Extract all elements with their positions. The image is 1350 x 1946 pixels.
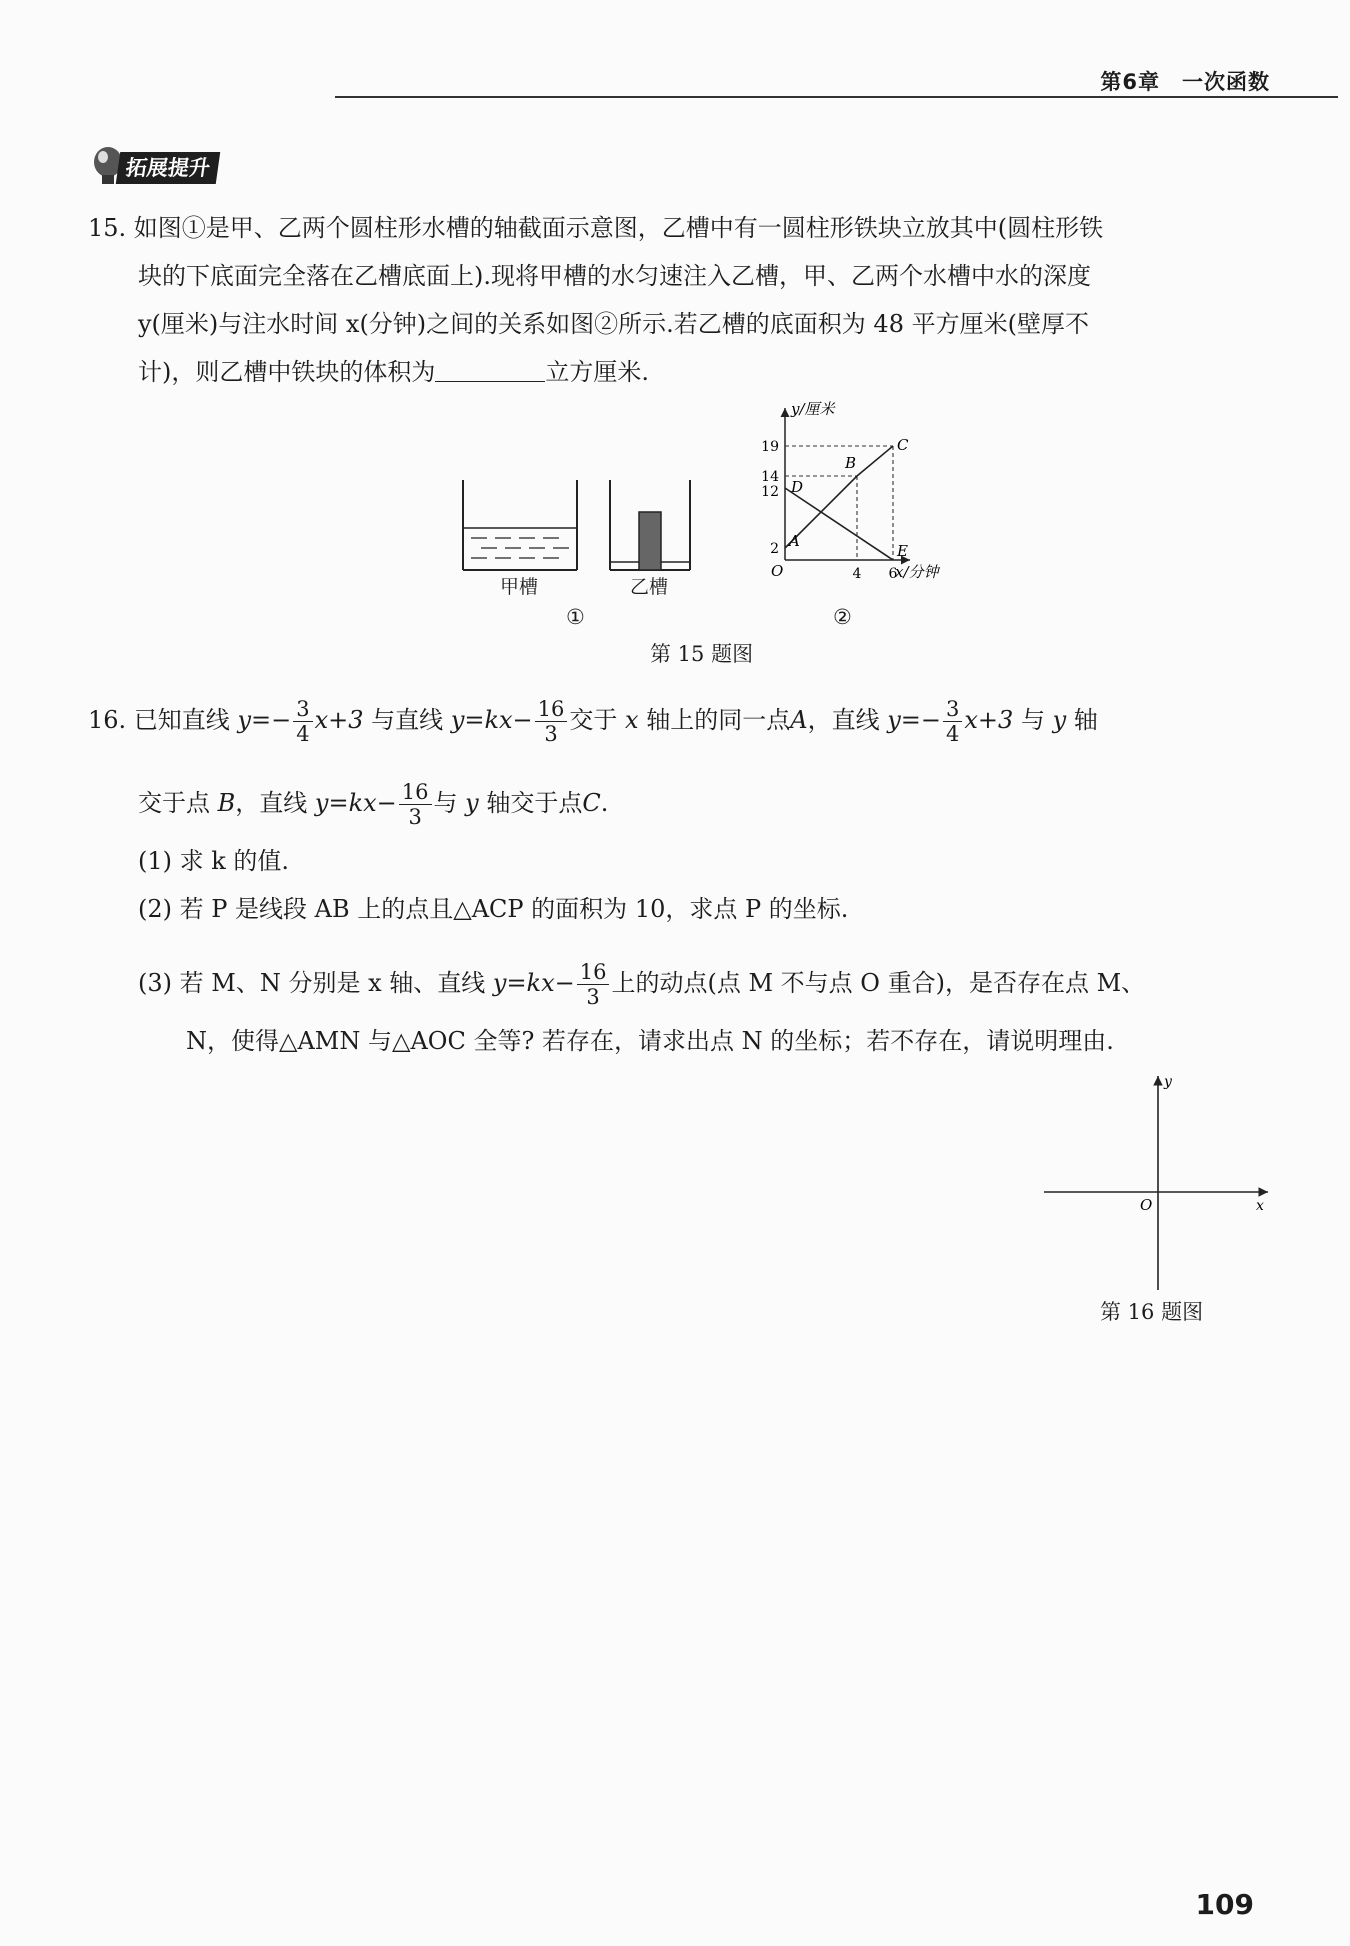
page-number: 109 bbox=[1195, 1888, 1254, 1921]
q15-caption: 第 15 题图 bbox=[650, 642, 754, 666]
q16-text: 交于点 bbox=[138, 789, 210, 817]
point-label-e: E bbox=[897, 542, 908, 560]
tank-jia-label: 甲槽 bbox=[500, 576, 539, 598]
tank-yi-label: 乙槽 bbox=[630, 576, 669, 598]
q16-text: 轴 bbox=[1073, 706, 1098, 734]
point-label-d: D bbox=[791, 478, 804, 496]
frac-num: 16 bbox=[577, 960, 610, 985]
frac-den: 4 bbox=[946, 722, 960, 746]
q15-line-3: y(厘米)与注水时间 x(分钟)之间的关系如图②所示.若乙槽的底面积为 48 平方厘米(壁厚不 bbox=[138, 310, 1089, 338]
q15-line-2: 块的下底面完全落在乙槽底面上).现将甲槽的水匀速注入乙槽，甲、乙两个水槽中水的深度 bbox=[138, 262, 1091, 290]
series-line-2 bbox=[785, 488, 893, 560]
frac-den: 3 bbox=[586, 985, 600, 1009]
fig1-mark: ① bbox=[566, 605, 585, 629]
banner-label: 拓展提升 bbox=[116, 152, 220, 184]
q16-p3-frac bbox=[577, 960, 610, 1009]
point-label-c: C bbox=[897, 436, 909, 454]
q16-frac3 bbox=[943, 697, 962, 746]
var-b: B bbox=[217, 789, 236, 817]
q16-text: 与 bbox=[1020, 706, 1045, 734]
q16-part-3-line-2: N，使得△AMN 与△AOC 全等? 若存在，请求出点 N 的坐标；若不存在，请说明理由. bbox=[186, 1027, 1114, 1055]
q16-frac2 bbox=[535, 697, 568, 746]
q16-line-2 bbox=[138, 780, 608, 829]
q16-part-1: (1) 求 k 的值. bbox=[138, 847, 290, 875]
graph-y-axis-label: y/厘米 bbox=[791, 400, 835, 418]
frac-num: 16 bbox=[535, 697, 568, 722]
q16-text: 上的动点(点 M 不与点 O 重合)，是否存在点 M、 bbox=[611, 969, 1146, 997]
frac-den: 3 bbox=[544, 722, 558, 746]
q16-p3-eq: y=kx− bbox=[492, 969, 575, 997]
point-label-b: B bbox=[845, 454, 857, 472]
x-axis-label: x bbox=[1256, 1198, 1264, 1214]
q16-text: ，直线 bbox=[807, 706, 880, 734]
q15-line-1: 15. 如图①是甲、乙两个圆柱形水槽的轴截面示意图，乙槽中有一圆柱形铁块立放其中(圆柱形铁 bbox=[88, 214, 1104, 242]
q16-text: . bbox=[600, 789, 609, 817]
q15-line-4-end: 立方厘米. bbox=[545, 358, 650, 386]
graph-lines bbox=[785, 446, 893, 560]
iron-block bbox=[639, 512, 661, 570]
q16-text: 已知直线 bbox=[133, 706, 230, 734]
depth-time-graph bbox=[735, 400, 955, 600]
frac-num: 3 bbox=[943, 697, 962, 722]
q16-caption: 第 16 题图 bbox=[1100, 1300, 1204, 1324]
y-tick-2: 2 bbox=[770, 541, 779, 557]
q16-text: (3) 若 M、N 分别是 x 轴、直线 bbox=[138, 969, 486, 997]
header-rule bbox=[335, 96, 1338, 98]
graph-x-axis-label: x/分钟 bbox=[895, 563, 939, 581]
graph-guides bbox=[785, 446, 893, 560]
var-a: A bbox=[790, 706, 808, 734]
var-y: y bbox=[1052, 706, 1067, 734]
x-tick-6: 6 bbox=[888, 566, 898, 582]
tank-jia bbox=[463, 480, 577, 570]
q16-eq4: y=kx− bbox=[314, 789, 397, 817]
q16-eq3-tail: x+3 bbox=[964, 706, 1014, 734]
coordinate-axes-figure bbox=[1040, 1070, 1280, 1295]
q16-frac1 bbox=[293, 697, 312, 746]
q16-text: 与直线 bbox=[371, 706, 444, 734]
q16-eq1-tail: x+3 bbox=[314, 706, 364, 734]
q16-eq3: y=− bbox=[887, 706, 941, 734]
graph-axes bbox=[785, 408, 910, 560]
q16-text: 轴交于点 bbox=[486, 789, 583, 817]
q16-frac4 bbox=[399, 780, 432, 829]
q16-text: ，直线 bbox=[235, 789, 308, 817]
y-tick-19: 19 bbox=[761, 439, 779, 455]
frac-num: 3 bbox=[293, 697, 312, 722]
q16-part-3-line-1 bbox=[138, 960, 1145, 1009]
y-tick-14: 14 bbox=[761, 469, 779, 485]
answer-blank[interactable] bbox=[435, 359, 545, 382]
y-axis-label: y bbox=[1164, 1074, 1172, 1090]
q15-line-4-text: 计)，则乙槽中铁块的体积为 bbox=[138, 358, 436, 386]
q16-text: 交于 bbox=[569, 706, 618, 734]
q15-line-4 bbox=[138, 357, 649, 387]
fig2-mark: ② bbox=[833, 605, 852, 629]
x-tick-4: 4 bbox=[852, 566, 862, 582]
frac-den: 3 bbox=[408, 805, 422, 829]
q16-line-1 bbox=[88, 697, 1098, 746]
q16-part-2: (2) 若 P 是线段 AB 上的点且△ACP 的面积为 10，求点 P 的坐标. bbox=[138, 895, 849, 923]
chapter-title: 第6章 一次函数 bbox=[1100, 70, 1270, 94]
q16-eq2: y=kx− bbox=[450, 706, 533, 734]
frac-den: 4 bbox=[296, 722, 310, 746]
var-c: C bbox=[582, 789, 601, 817]
point-label-a: A bbox=[789, 532, 800, 550]
q16-eq1: y=− bbox=[237, 706, 292, 734]
q16-text: 轴上的同一点 bbox=[646, 706, 791, 734]
graph-origin-label: O bbox=[771, 562, 784, 580]
var-y: y bbox=[465, 789, 479, 817]
tank-yi bbox=[610, 480, 690, 570]
series-line-1 bbox=[785, 446, 893, 548]
var-x: x bbox=[625, 706, 639, 734]
frac-num: 16 bbox=[399, 780, 432, 805]
origin-label: O bbox=[1140, 1196, 1153, 1214]
y-tick-12: 12 bbox=[761, 484, 779, 500]
q16-number: 16. bbox=[88, 706, 127, 734]
q16-text: 与 bbox=[433, 789, 458, 817]
